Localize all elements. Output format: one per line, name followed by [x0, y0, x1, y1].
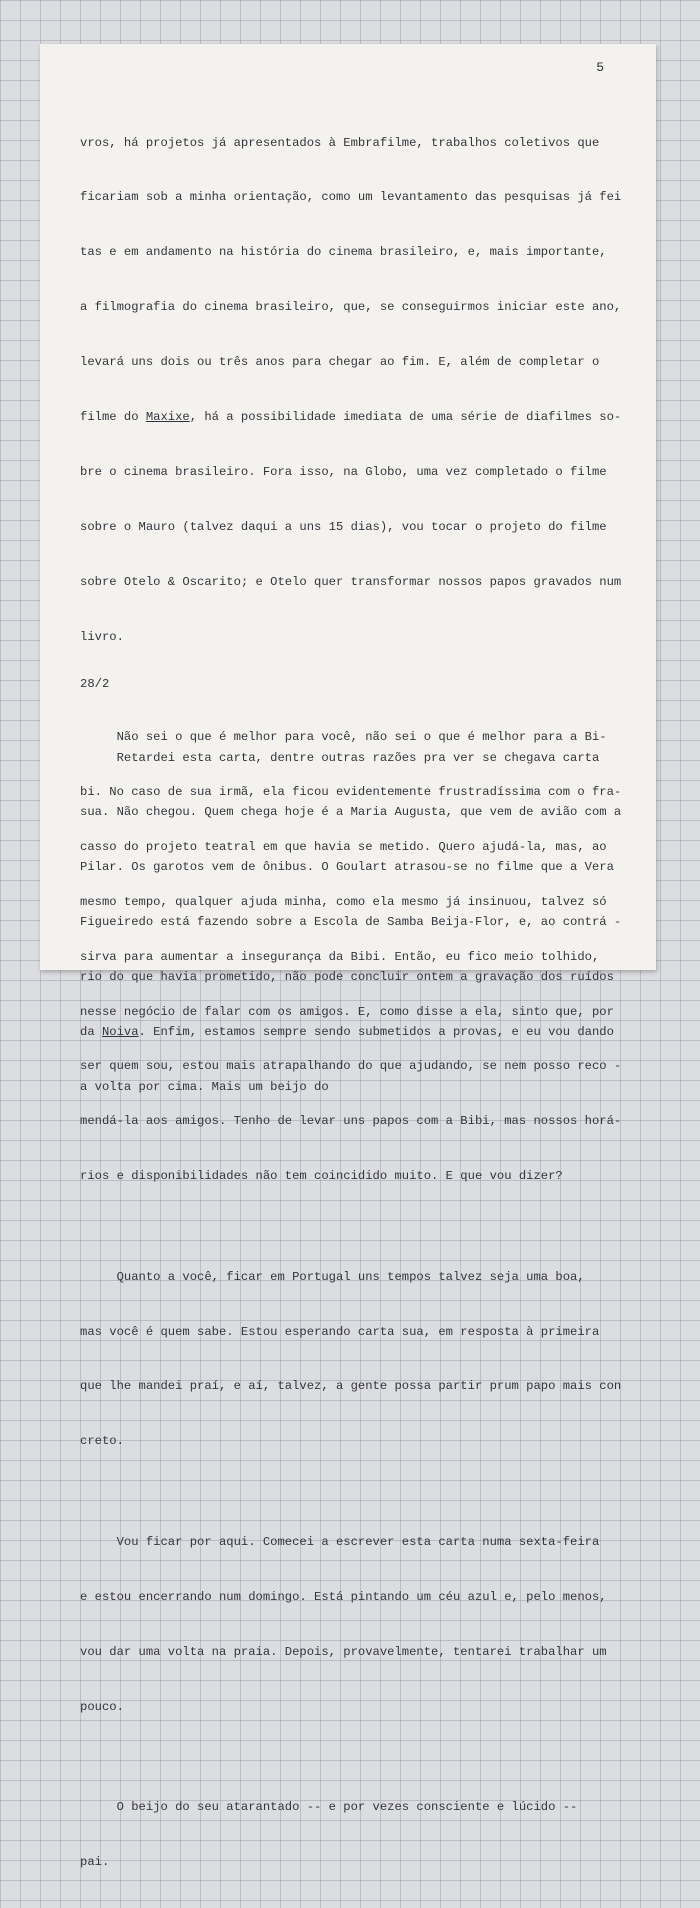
text-line: sirva para aumentar a insegurança da Bibi. Então, eu fico meio tolhido, [80, 949, 600, 964]
text-line: livro. [80, 629, 124, 644]
text-line: a filmografia do cinema brasileiro, que, se conseguirmos iniciar este ano, [80, 300, 622, 315]
text-segment: da [80, 1025, 102, 1040]
text-line: e estou encerrando num domingo. Está pintando um céu azul e, pelo menos, [80, 1589, 607, 1604]
text-line: Vou ficar por aqui. Comecei a escrever esta carta numa sexta-feira [80, 1534, 600, 1549]
text-line: sobre Otelo & Oscarito; e Otelo quer transformar nossos papos gravados num [80, 574, 622, 589]
postscript-date: 28/2 [80, 677, 110, 691]
text-line: Figueiredo está fazendo sobre a Escola de Samba Beija-Flor, e, ao contrá - [80, 915, 622, 930]
text-line: vou dar uma volta na praia. Depois, provavelmente, tentarei trabalhar um [80, 1644, 607, 1659]
text-line: rio do que havia prometido, não pode concluir ontem a gravação dos ruídos [80, 970, 614, 985]
text-line: mas você é quem sabe. Estou esperando carta sua, em resposta à primeira [80, 1324, 600, 1339]
text-line: levará uns dois ou três anos para chegar ao fim. E, além de completar o [80, 355, 600, 370]
text-line: ficariam sob a minha orientação, como um levantamento das pesquisas já fei [80, 190, 622, 205]
underlined-film-title: Noiva [101, 1025, 139, 1040]
postscript-body [80, 712, 640, 1133]
text-line: Não sei o que é melhor para você, não sei o que é melhor para a Bi- [80, 730, 607, 745]
text-line: rios e disponibilidades não tem coincidido muito. E que vou dizer? [80, 1169, 563, 1184]
text-line: ser quem sou, estou mais atrapalhando do que ajudando, se nem posso reco - [80, 1059, 622, 1074]
closing-line: O beijo do seu atarantado -- e por vezes consciente e lúcido -- [80, 1800, 578, 1815]
text-line: casso do projeto teatral em que havia se metido. Quero ajudá-la, mas, ao [80, 839, 607, 854]
text-line: vros, há projetos já apresentados à Embrafilme, trabalhos coletivos que [80, 135, 600, 150]
text-line: Pilar. Os garotos vem de ônibus. O Goulart atrasou-se no filme que a Vera [80, 860, 614, 875]
text-line: mendá-la aos amigos. Tenho de levar uns papos com a Bibi, mas nossos horá- [80, 1114, 622, 1129]
text-line: bre o cinema brasileiro. Fora isso, na Globo, uma vez completado o filme [80, 464, 607, 479]
underlined-film-title: Maxixe [145, 410, 190, 425]
text-line: pouco. [80, 1699, 124, 1714]
text-line [80, 1023, 640, 1041]
letter-page [40, 44, 656, 1869]
page-number: 5 [596, 60, 604, 75]
text-line: a volta por cima. Mais um beijo do [80, 1079, 329, 1094]
text-line: tas e em andamento na história do cinema brasileiro, e, mais importante, [80, 245, 607, 260]
text-line: bi. No caso de sua irmã, ela ficou evidentemente frustradíssima com o fra- [80, 784, 622, 799]
signature: pai. [80, 1854, 110, 1869]
text-line: que lhe mandei praí, e aí, talvez, a gente possa partir prum papo mais con [80, 1379, 622, 1394]
text-segment: . Enfim, estamos sempre sendo submetidos a provas, e eu vou dando [138, 1025, 614, 1040]
text-line: sobre o Mauro (talvez daqui a uns 15 dias), vou tocar o projeto do filme [80, 519, 607, 534]
text-line: creto. [80, 1434, 124, 1449]
text-line: mesmo tempo, qualquer ajuda minha, como ela mesmo já insinuou, talvez só [80, 894, 607, 909]
text-line [80, 408, 640, 426]
text-line: sua. Não chegou. Quem chega hoje é a Maria Augusta, que vem de avião com a [80, 805, 622, 820]
text-line: nesse negócio de falar com os amigos. E, como disse a ela, sinto que, por [80, 1004, 614, 1019]
text-line: Quanto a você, ficar em Portugal uns tempos talvez seja uma boa, [80, 1269, 585, 1284]
text-segment: , há a possibilidade imediata de uma série de diafilmes so- [189, 410, 622, 425]
text-segment: filme do [80, 410, 146, 425]
text-line: Retardei esta carta, dentre outras razões pra ver se chegava carta [80, 750, 600, 765]
